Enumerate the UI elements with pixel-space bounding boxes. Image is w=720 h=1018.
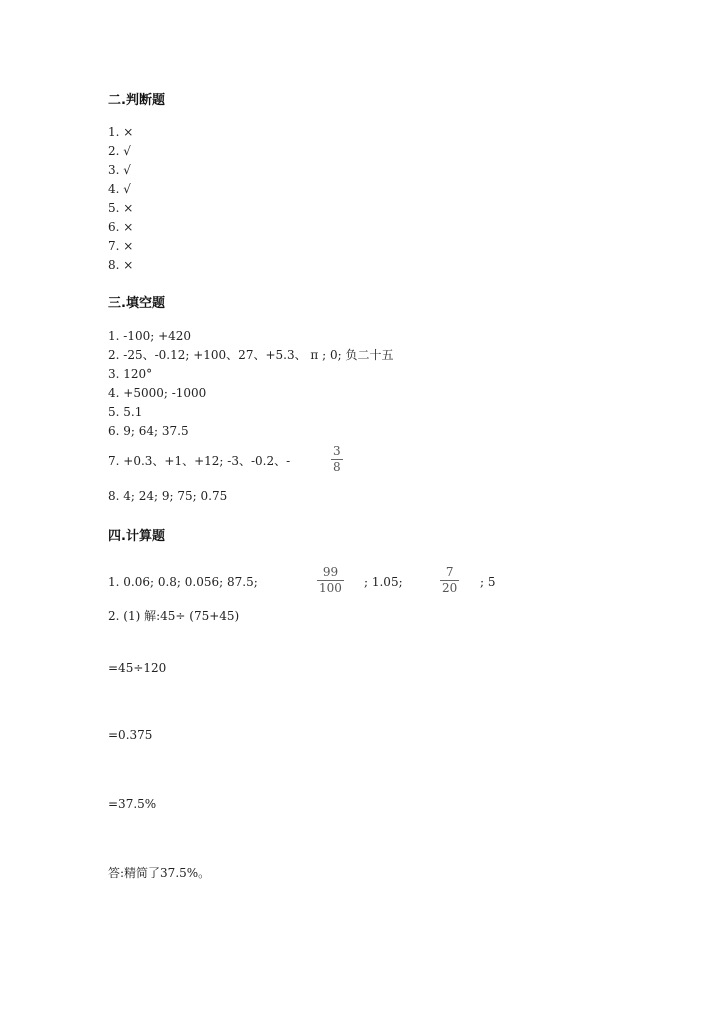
fraction-7-20 [440, 566, 459, 595]
fraction-numerator: 7 [445, 565, 454, 579]
judge-answer-5: 5. × [108, 201, 134, 215]
fraction-numerator: 99 [322, 565, 339, 579]
calc-answer-2-line: 2. (1) 解:45÷ (75+45) [108, 609, 240, 623]
fill-answer-3: 3. 120° [108, 367, 153, 381]
fill-answer-4: 4. +5000; -1000 [108, 386, 207, 400]
calc-step-3: =37.5% [108, 797, 157, 811]
section-3-title: 三.填空题 [108, 296, 165, 311]
fill-answer-5: 5. 5.1 [108, 405, 143, 419]
fraction-99-100 [317, 566, 344, 595]
calc-answer-1-part1: 1. 0.06; 0.8; 0.056; 87.5; [108, 575, 258, 589]
fraction-denominator: 100 [319, 581, 342, 595]
calc-step-2: =0.375 [108, 728, 153, 742]
fill-answer-6: 6. 9; 64; 37.5 [108, 424, 189, 438]
judge-answer-7: 7. × [108, 239, 134, 253]
fill-answer-8: 8. 4; 24; 9; 75; 0.75 [108, 489, 228, 503]
calc-answer-1-part2: ; 1.05; [364, 575, 403, 589]
fraction-numerator: 3 [333, 444, 341, 458]
section-2-title: 二.判断题 [108, 93, 165, 108]
fill-answer-2: 2. -25、-0.12; +100、27、+5.3、 π ; 0; 负二十五 [108, 348, 394, 362]
fraction-3-8 [331, 445, 343, 474]
fraction-denominator: 8 [333, 460, 341, 474]
section-4-title: 四.计算题 [108, 529, 165, 544]
judge-answer-6: 6. × [108, 220, 134, 234]
calc-final-answer: 答:精简了37.5%。 [108, 866, 211, 880]
judge-answer-2: 2. √ [108, 144, 131, 158]
judge-answer-1: 1. × [108, 125, 134, 139]
calc-answer-1-part3: ; 5 [480, 575, 496, 589]
calc-step-1: =45÷120 [108, 661, 167, 675]
fill-answer-1: 1. -100; +420 [108, 329, 192, 343]
fill-answer-7: 7. +0.3、+1、+12; -3、-0.2、- [108, 454, 291, 468]
fraction-denominator: 20 [442, 581, 458, 595]
judge-answer-3: 3. √ [108, 163, 131, 177]
judge-answer-8: 8. × [108, 258, 134, 272]
judge-answer-4: 4. √ [108, 182, 131, 196]
